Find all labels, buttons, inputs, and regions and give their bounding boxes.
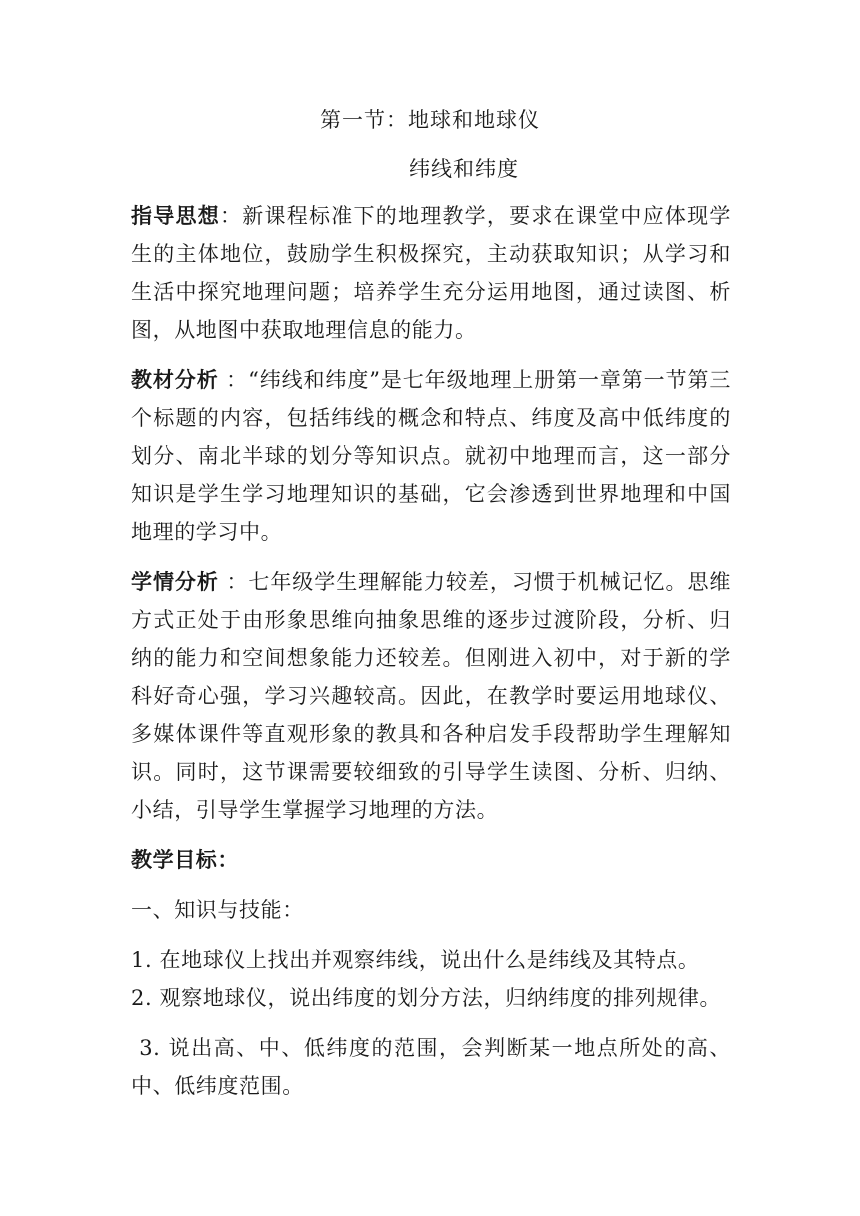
objective-item: 1. 在地球仪上找出并观察纬线，说出什么是纬线及其特点。 <box>131 948 700 972</box>
student-analysis-label: 学情分析 <box>131 569 219 594</box>
guiding-thought-text: ：新课程标准下的地理教学，要求在课堂中应体现学生的主体地位，鼓励学生积极探究，主动获取知识；从学习和生活中探究地理问题；培养学生充分运用地图，通过读图、析图，从地图中获取地理信息的能力。 <box>131 204 731 342</box>
material-analysis-label: 教材分析 <box>131 367 219 392</box>
document-body <box>131 197 731 1117</box>
objective-item: 3. 说出高、中、低纬度的范围，会判断某一地点所处的高、中、低纬度范围。 <box>131 1036 731 1098</box>
page-title: 第一节：地球和地球仪 <box>320 108 540 132</box>
page-subtitle: 纬线和纬度 <box>409 157 519 181</box>
knowledge-skills-heading: 一、知识与技能： <box>131 898 304 922</box>
material-analysis-paragraph <box>131 361 731 551</box>
objective-item: 2. 观察地球仪，说出纬度的划分方法，归纳纬度的排列规律。 <box>131 986 722 1010</box>
student-analysis-text: ：七年级学生理解能力较差，习惯于机械记忆。思维方式正处于由形象思维向抽象思维的逐步过渡阶段，分析、归纳的能力和空间想象能力还较差。但刚进入初中，对于新的学科好奇心强，学习兴趣较高。因此，在教学时要运用地球仪、多媒体课件等直观形象的教具和各种启发手段帮助学生理解知识。同时，这节课需要较细致的引导学生读图、分析、归纳、小结，引导学生掌握学习地理的方法。 <box>131 570 731 822</box>
student-analysis-paragraph <box>131 563 731 829</box>
objectives-heading: 教学目标： <box>131 847 239 872</box>
material-analysis-text: ：“纬线和纬度”是七年级地理上册第一章第一节第三个标题的内容，包括纬线的概念和特点、纬度及高中低纬度的划分、南北半球的划分等知识点。就初中地理而言，这一部分知识是学生学习地理知识的基础，它会渗透到世界地理和中国地理的学习中。 <box>131 368 731 544</box>
guiding-thought-label: 指导思想 <box>131 203 220 228</box>
guiding-thought-paragraph <box>131 197 731 349</box>
